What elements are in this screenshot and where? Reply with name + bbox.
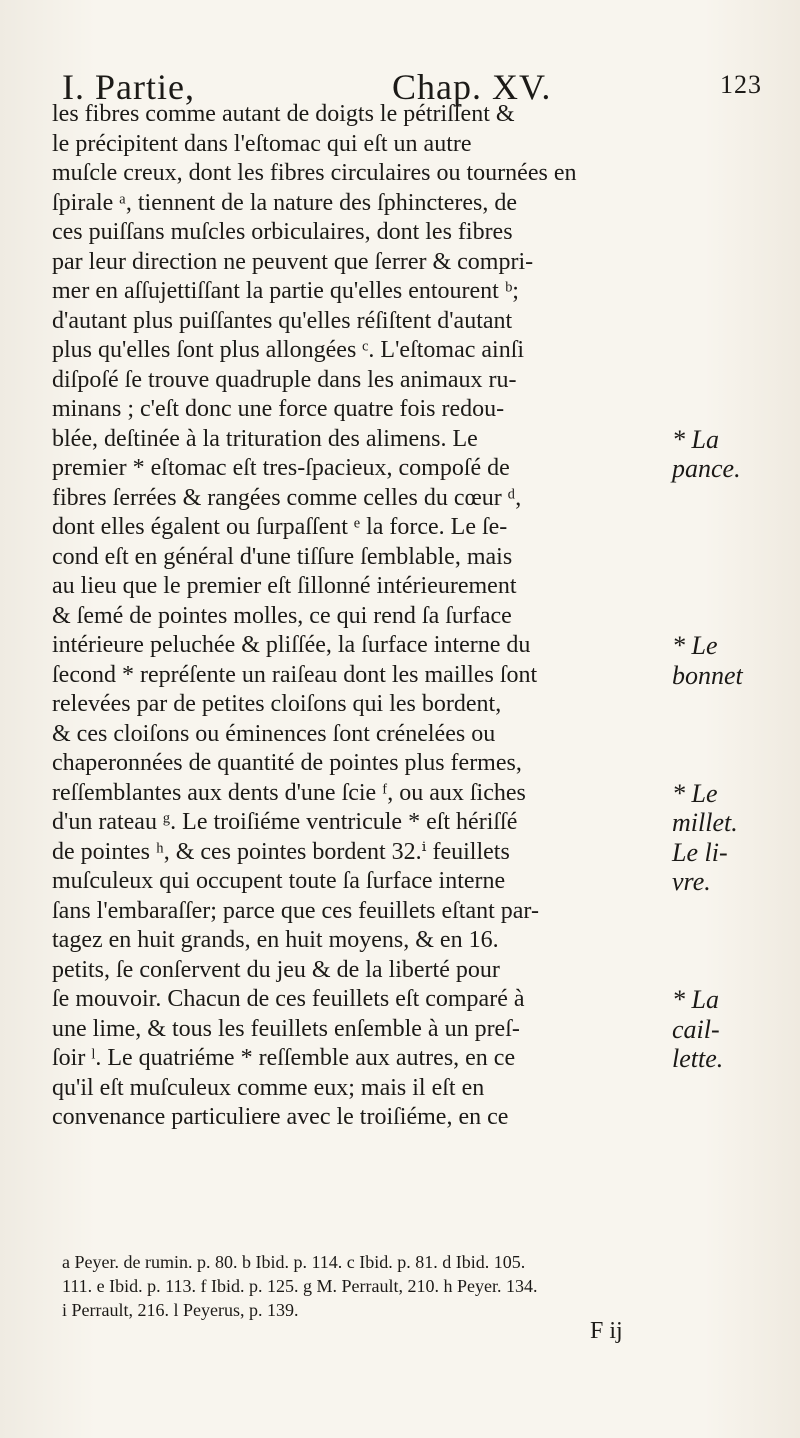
text-line: muſculeux qui occupent toute ſa ſurface interne	[52, 868, 506, 894]
text-line: le précipitent dans l'eſtomac qui eſt un autre	[52, 130, 472, 157]
text-line: muſcle creux, dont les fibres circulaires ou tournées en	[52, 160, 577, 186]
text-line: reſſemblantes aux dents d'une ſcie ᶠ, ou aux ſiches	[52, 779, 526, 806]
page-number: 123	[720, 70, 762, 99]
text-line: plus qu'elles ſont plus allongées ᶜ. L'eſtomac ainſi	[52, 337, 525, 363]
text-line: & ſemé de pointes molles, ce qui rend ſa ſurface	[52, 602, 512, 629]
text-line: dont elles égalent ou ſurpaſſent ᵉ la force. Le ſe-	[52, 514, 508, 540]
text-line: minans ; c'eſt donc une force quatre fois redou-	[52, 396, 505, 422]
text-line: intérieure peluchée & pliſſée, la ſurface interne du	[52, 632, 531, 658]
text-line: petits, ſe conſervent du jeu & de la liberté pour	[52, 956, 500, 983]
text-line: d'un rateau ᵍ. Le troiſiéme ventricule * eſt hériſſé	[52, 809, 518, 835]
text-line: tagez en huit grands, en huit moyens, & en 16.	[52, 927, 499, 953]
margin-note: bonnet	[672, 660, 743, 690]
text-line: de pointes ʰ, & ces pointes bordent 32.ⁱ feuillets	[52, 838, 510, 865]
text-line: cond eſt en général d'une tiſſure ſemblable, mais	[52, 543, 513, 570]
footnote-line: i Perrault, 216. l Peyerus, p. 139.	[62, 1300, 299, 1320]
margin-note: Le li-	[672, 837, 728, 867]
text-line: & ces cloiſons ou éminences ſont crénelées ou	[52, 720, 496, 747]
margin-note: * Le	[672, 778, 718, 808]
text-line: par leur direction ne peuvent que ſerrer & compri-	[52, 248, 534, 275]
margin-note: cail-	[672, 1014, 720, 1044]
text-line: mer en aſſujettiſſant la partie qu'elles entourent ᵇ;	[52, 278, 519, 304]
margin-note: millet.	[672, 808, 738, 837]
text-line: ſe mouvoir. Chacun de ces feuillets eſt comparé à	[52, 986, 525, 1012]
footnote-line: a Peyer. de rumin. p. 80. b Ibid. p. 114. c Ibid. p. 81. d Ibid. 105.	[62, 1252, 526, 1272]
margin-note: lette.	[672, 1044, 724, 1073]
text-line: fibres ſerrées & rangées comme celles du cœur ᵈ,	[52, 484, 522, 511]
footnote-line: 111. e Ibid. p. 113. f Ibid. p. 125. g M. Perrault, 210. h Peyer. 134.	[62, 1276, 538, 1296]
text-line: blée, deſtinée à la trituration des alimens. Le	[52, 425, 478, 452]
text-line: relevées par de petites cloiſons qui les bordent,	[52, 691, 502, 717]
text-line: une lime, & tous les feuillets enſemble à un preſ-	[52, 1015, 520, 1042]
text-line: d'autant plus puiſſantes qu'elles réſiſtent d'autant	[52, 307, 513, 334]
text-line: les fibres comme autant de doigts le pétriſſent &	[52, 101, 515, 127]
text-line: ſecond * repréſente un raiſeau dont les mailles ſont	[52, 661, 538, 688]
margin-note: * Le	[672, 631, 718, 660]
text-line: diſpoſé ſe trouve quadruple dans les animaux ru-	[52, 366, 517, 393]
text-line: ſans l'embaraſſer; parce que ces feuillets eſtant par-	[52, 897, 539, 924]
text-line: qu'il eſt muſculeux comme eux; mais il eſt en	[52, 1074, 485, 1101]
signature-mark: F ij	[590, 1318, 623, 1344]
text-line: chaperonnées de quantité de pointes plus fermes,	[52, 750, 522, 776]
header-part: I. Partie,	[62, 67, 195, 107]
footnotes	[62, 1250, 782, 1322]
text-line: premier * eſtomac eſt tres-ſpacieux, compoſé de	[52, 455, 510, 481]
margin-note: * La	[672, 985, 719, 1014]
margin-note: vre.	[672, 867, 711, 896]
text-line: au lieu que le premier eſt ſillonné intérieurement	[52, 573, 517, 599]
text-line: ſoir ˡ. Le quatriéme * reſſemble aux autres, en ce	[52, 1045, 516, 1071]
margin-note: * La	[672, 424, 719, 454]
header-chapter: Chap. XV.	[392, 67, 552, 107]
body-text	[52, 100, 672, 1133]
margin-note: pance.	[672, 454, 741, 483]
text-line: ces puiſſans muſcles orbiculaires, dont les fibres	[52, 219, 513, 245]
text-line: ſpirale ᵃ, tiennent de la nature des ſphincteres, de	[52, 189, 518, 216]
text-line: convenance particuliere avec le troiſiéme, en ce	[52, 1104, 509, 1130]
